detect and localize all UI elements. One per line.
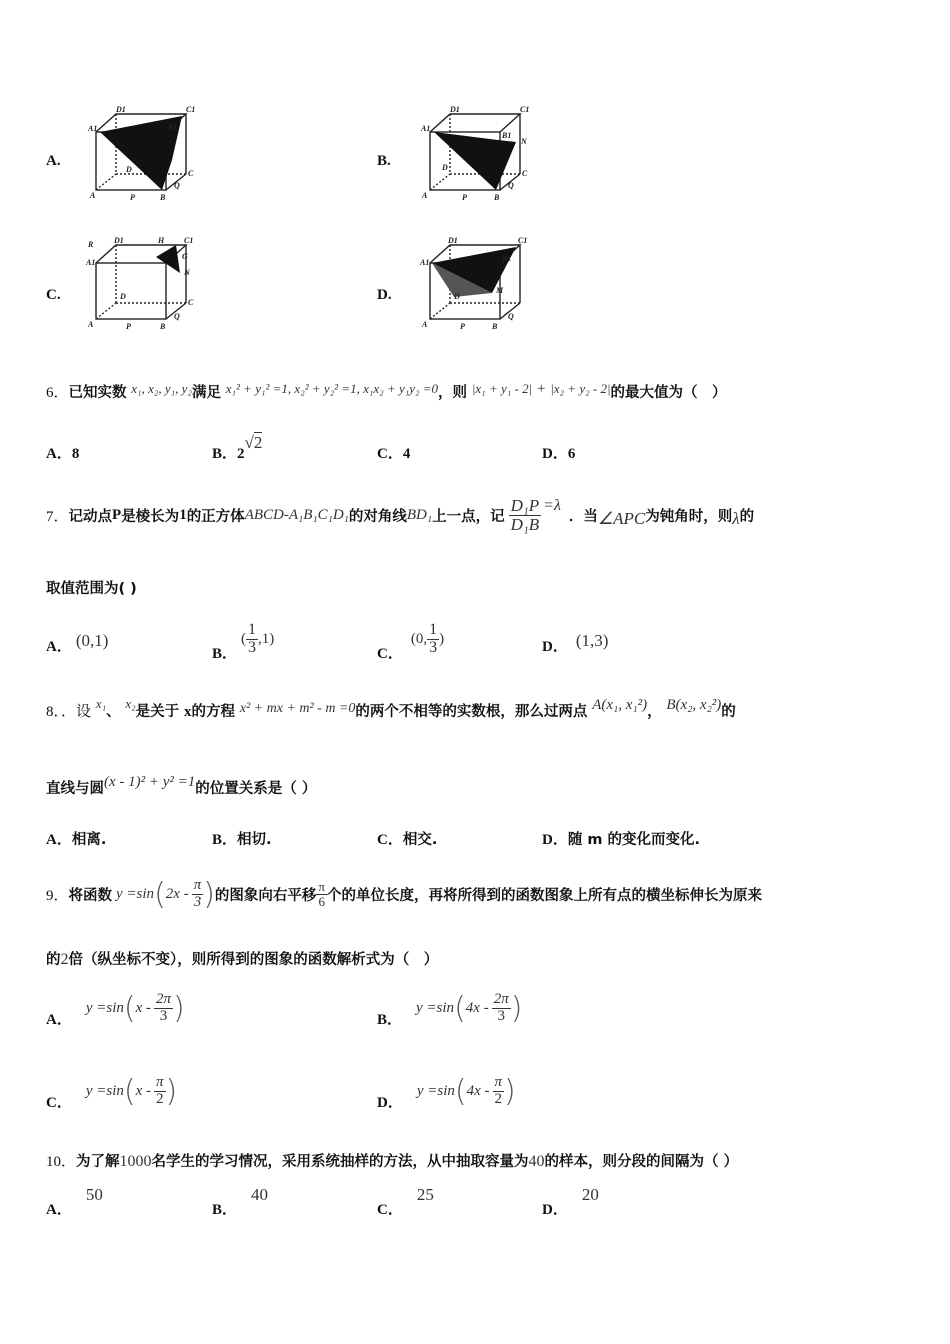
option-label: C． [377,446,403,462]
q8-x2: x₂ [125,696,136,711]
q9-text: 将函数 [68,887,113,904]
q6-text: 的最大值为（ ） [610,385,727,401]
q8-text: 的两个不相等的实数根，那么过两点 [355,704,588,720]
paren-right: ) [504,1073,516,1109]
q7-text: ．当 [568,508,598,525]
q6-option-b [212,433,263,463]
frac-den: 3 [429,638,438,656]
option-value: 8 [71,446,80,462]
option-value: 随 m 的变化而变化. [567,832,701,848]
q8-point-a: A(x₁, x₁²) [592,697,648,713]
fig-b-text-a1: A1 [421,124,431,133]
q8-option-c [377,828,437,849]
fig-d-text-q: Q [508,312,514,321]
fig-a-text-q: Q [174,181,180,190]
q6-expr1: |x₁ + y₁ - 2| [471,381,533,396]
q10-text: 的样本，则分段的间隔为（ ） [544,1154,739,1170]
q7-line2: 取值范围为( ) [46,581,137,597]
fig-a-text-b1: B1 [168,123,178,132]
option-inner: x - [135,1082,152,1099]
q7-number: 7． [46,508,69,525]
fig-b-text-a: A [422,191,428,200]
q8-line2 [46,774,317,798]
frac-den: 3 [497,1007,505,1024]
q8-stem [46,696,736,721]
q6-text: 已知实数 [68,385,127,401]
option-post: ,1) [258,630,275,647]
option-pre: ( [241,630,247,647]
option-label: A． [46,832,72,848]
q6-option-d [542,442,575,463]
option-pre: y =sin [85,1082,124,1099]
q9-fn-pre: y =sin [116,885,155,902]
option-pre: y =sin [416,1082,455,1099]
q7-text: 是棱长为 [121,508,180,525]
fig-d-text-m: M [496,286,504,295]
paren-right: ) [173,990,185,1026]
option-label: B． [212,645,238,662]
option-label: B． [212,446,238,462]
q8-text: 的方程 [191,704,235,720]
frac-num: 2π [156,990,172,1007]
frac-den: 6 [318,893,325,909]
q6-text: 满足 [191,385,221,401]
option-label: A． [46,1011,72,1028]
q8-equation: x² + mx + m² - m =0 [239,701,356,716]
fig-a-text-b: B [160,193,166,202]
q7-option-a [46,630,109,655]
option-inner: x - [135,999,152,1016]
option-value: (0,1) [75,631,109,650]
q7-ratio [509,497,542,534]
q6-vars: x₁, x₂, y₁, y₂ [131,381,192,396]
option-label: A． [46,639,72,655]
fig-a-text-d1: D1 [116,105,126,114]
q8-x: x [183,704,192,720]
q5-option-b-figure [418,104,528,204]
fig-c-text-c: C [188,298,194,307]
option-pre: y =sin [85,999,124,1016]
q6-option-a [46,442,79,463]
q6-number: 6． [46,385,69,401]
q6-expr2: |x₂ + y₂ - 2| [550,381,611,396]
q7-eq: =λ [543,497,561,514]
frac-den: 3 [193,893,202,910]
fig-c-text-n: N [184,268,190,277]
fig-c-text-p: P [126,322,131,331]
option-pre: y =sin [416,999,455,1016]
q8-x1: x₁ [95,696,107,711]
fig-d-text-p: P [460,322,465,331]
fig-b-text-b: B [494,193,500,202]
option-label: D． [542,832,568,848]
fig-c-text-c1: C1 [184,236,194,245]
option-value: 50 [85,1185,103,1204]
q6-text: ，则 [438,385,468,401]
q7-text: 为钝角时，则 [645,508,733,525]
q5-option-d-figure [418,237,530,333]
frac-den: 3 [159,1007,168,1024]
paren-left: ( [123,1073,136,1109]
q9-option-a [46,983,185,1033]
fig-c-text-b: B [160,322,166,331]
q5-option-b-label: B. [377,153,391,169]
fig-d-text-b: B [492,322,498,331]
fig-b-text-c: C [522,169,528,178]
option-frac [154,992,173,1025]
option-value: 2 [237,446,245,462]
fig-b-text-q: Q [508,181,514,190]
q7-one: 1 [179,506,187,523]
q7-diagonal: BD₁ [406,506,433,523]
fig-a-text-c1: C1 [186,105,196,114]
q8-text: 的位置关系是（ ） [195,781,317,797]
frac-num: π [193,876,202,893]
fig-d-text-b1: B1 [502,254,512,263]
q9-stem [46,866,762,922]
q8-text: ， [647,704,662,720]
q9-option-b [377,983,522,1033]
option-post: ) [439,630,445,647]
sqrt-sign: √2 [244,433,263,452]
q9-text: 的图象向右平移 [214,887,317,904]
fig-d-text-a1: A1 [420,258,430,267]
option-label: C． [377,645,403,662]
q7-cube: ABCD-A₁B₁C₁D₁ [244,506,349,523]
q10-option-d [542,1184,599,1218]
q7-stem [46,488,754,542]
option-label: B． [377,1011,403,1028]
option-label: D． [542,1202,568,1218]
fig-a-text-p: P [130,193,135,202]
q8-text: 是关于 [135,704,180,720]
q9-option-c [46,1066,177,1116]
fig-d-text-d: D [454,292,460,301]
q8-circle: (x - 1)² + y² =1 [104,774,196,790]
fig-a-text-a1: A1 [88,124,98,133]
option-label: B． [212,832,238,848]
option-value: 相交. [402,832,438,848]
frac-den: 3 [248,638,257,656]
q8-option-d [542,828,700,849]
q10-n2: 40 [528,1153,545,1170]
q9-text: 的 [46,952,61,968]
frac-num: π [156,1073,164,1090]
option-label: B． [212,1202,238,1218]
frac-den: 2 [494,1090,503,1107]
q10-option-c [377,1184,434,1218]
fig-d-text-a: A [422,320,428,329]
q7-ratio-den: D₁B [510,514,540,534]
q8-point-b: B(x₂, x₂²) [666,697,722,713]
paren-right: ) [510,990,523,1026]
fig-c-text-h: H [158,236,165,245]
option-value: 20 [581,1185,599,1204]
q9-two: 2 [60,951,69,968]
q7-point: P [112,506,122,523]
frac-num: 2π [493,990,509,1007]
option-frac [493,1075,505,1108]
fig-b-text-b1: B1 [502,131,512,140]
fig-b-text-p: P [462,193,467,202]
paren-right: ) [203,876,215,912]
q9-text: 倍（纵坐标不变），则所得到的图象的函数解析式为（ ） [68,952,439,968]
frac-num: 1 [429,621,438,638]
q9-text: 个的单位长度，再将所得到的函数图象上所有点的横坐标伸长为原来 [327,887,762,904]
option-value: 相切. [237,832,272,848]
q7-text: 的正方体 [186,508,245,525]
q9-fn-inner: 2x - [165,885,189,902]
paren-left: ( [154,876,166,912]
fig-a-text-c: C [188,169,194,178]
fig-b-text-n: N [521,137,527,146]
option-value: 40 [251,1185,269,1204]
option-frac [246,622,258,657]
fig-c-text-d: D [120,292,126,301]
q8-option-a [46,828,106,849]
option-label: D． [542,639,568,655]
q5-option-d-label: D. [377,287,392,303]
q7-option-d [542,630,609,655]
option-label: C． [377,832,403,848]
option-value: 25 [416,1185,434,1204]
fig-c-text-a1: A1 [86,258,96,267]
option-label: C． [377,1202,403,1218]
fig-b-text-c1: C1 [520,105,530,114]
option-value: 6 [567,446,576,462]
option-value: 4 [402,446,411,462]
q5-option-c-label: C. [46,287,61,303]
q9-frac [192,878,204,911]
fig-a-text-a: A [90,191,96,200]
fig-b-text-d1: D1 [450,105,460,114]
option-frac [427,622,439,657]
paren-left: ( [454,1073,467,1109]
fig-d-text-d1: D1 [448,236,458,245]
q5-option-a-label: A. [46,153,61,169]
frac-den: 2 [156,1090,164,1107]
fig-c-text-a: A [88,320,94,329]
q6-option-c [377,442,410,463]
option-frac [154,1075,166,1108]
q8-text: 直线与圆 [46,781,104,797]
q10-stem [46,1150,738,1171]
q7-text: 的 [739,508,755,525]
option-label: D． [377,1094,403,1111]
q8-option-b [212,828,272,849]
q5-option-c-figure [84,237,196,333]
q8-number: 8．．设 [46,704,92,720]
q7-text: 记动点 [68,508,113,525]
fig-c-text-g: G [182,252,188,261]
option-label: D． [542,446,568,462]
q6-plus: + [536,381,546,397]
fig-c-text-d1: D1 [114,236,124,245]
q5-option-a-figure [86,104,196,204]
q8-text: 、 [106,704,121,720]
paren-right: ) [165,1073,178,1109]
fig-d-text-c1: C1 [518,236,528,245]
q10-option-a [46,1184,103,1218]
q9-shift [316,880,327,908]
option-pre: (0, [410,630,428,647]
sqrt-radicand: 2 [253,433,263,452]
q10-number: 10． [46,1154,77,1170]
paren-left: ( [123,990,136,1026]
q7-text: 上一点，记 [432,508,505,525]
q7-option-c [377,621,445,662]
q10-n1: 1000 [119,1153,152,1170]
paren-left: ( [454,990,466,1026]
fig-c-text-r: R [88,240,94,249]
q9-option-d [377,1066,516,1116]
option-frac [492,992,511,1025]
option-inner: 4x - [466,1082,490,1099]
q7-ratio-num: D₁P [510,495,540,515]
q7-option-b [212,621,275,662]
q10-text: 名学生的学习情况，采用系统抽样的方法，从中抽取容量为 [151,1154,529,1170]
q6-stem [46,381,727,402]
frac-num: π [494,1073,503,1090]
q9-line2 [46,948,438,969]
q7-angle: ∠APC [597,509,646,528]
q10-option-b [212,1184,269,1218]
option-label: A． [46,1202,72,1218]
frac-num: 1 [248,621,257,638]
option-label: A． [46,446,72,462]
frac-num: π [318,878,325,894]
q7-lambda: λ [732,509,740,528]
q7-text: 的对角线 [348,508,407,525]
option-inner: 4x - [465,999,489,1016]
q8-text: 的 [721,704,736,720]
q10-text: 为了解 [76,1154,120,1170]
q6-condition: x₁² + y₁² =1, x₂² + y₂² =1, x₁x₂ + y₁y₂ =0 [225,381,439,396]
fig-a-text-d: D [126,165,132,174]
option-value: (1,3) [575,631,609,650]
option-value: 相离. [71,832,107,848]
q9-number: 9． [46,887,69,904]
fig-b-text-d: D [442,163,448,172]
fig-c-text-q: Q [174,312,180,321]
option-label: C． [46,1094,72,1111]
